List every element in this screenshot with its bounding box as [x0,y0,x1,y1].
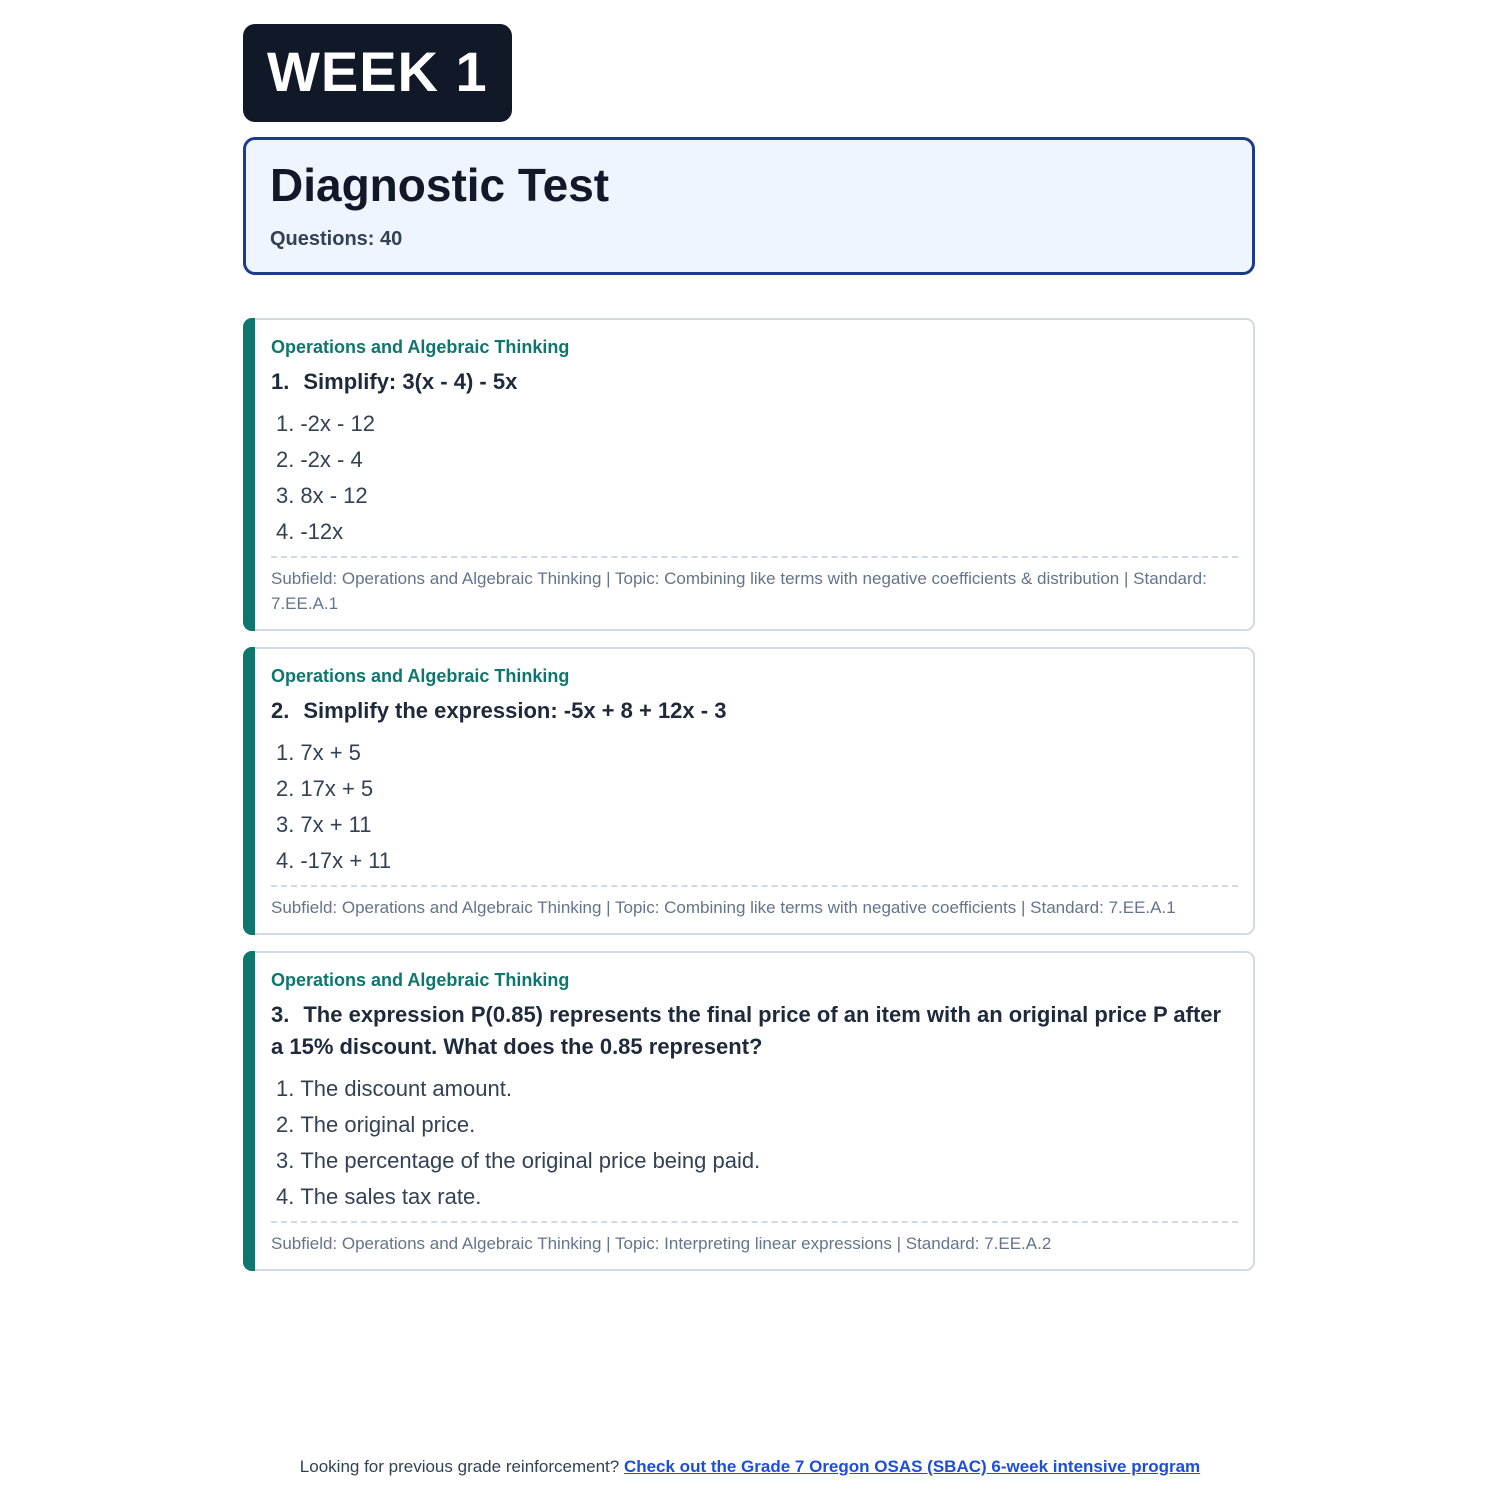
option-number: 1. [276,411,295,436]
question-card [243,647,1255,935]
answer-option[interactable] [276,478,1238,514]
question-meta: Subfield: Operations and Algebraic Thinking | Topic: Interpreting linear expressions | Standard: 7.EE.A.2 [271,1221,1238,1256]
option-number: 1. [276,740,295,765]
question-prompt: Simplify the expression: -5x + 8 + 12x - 3 [303,698,727,723]
week-badge: WEEK 1 [243,24,512,122]
question-number: 1. [271,369,290,394]
test-header [243,137,1255,275]
option-number: 1. [276,1076,295,1101]
option-number: 2. [276,1112,295,1137]
answer-option[interactable] [276,406,1238,442]
option-text: The original price. [300,1112,476,1137]
option-text: 7x + 5 [300,740,361,765]
answer-option[interactable] [276,514,1238,550]
answer-option[interactable] [276,1071,1238,1107]
option-number: 3. [276,1148,295,1173]
question-card [243,318,1255,631]
answer-option[interactable] [276,807,1238,843]
option-text: The sales tax rate. [300,1184,482,1209]
option-text: -17x + 11 [300,848,392,873]
option-number: 4. [276,1184,295,1209]
option-number: 4. [276,848,295,873]
footer [0,1457,1500,1477]
question-card [243,951,1255,1271]
option-text: -12x [300,519,344,544]
option-text: The discount amount. [300,1076,512,1101]
answer-option[interactable] [276,1143,1238,1179]
question-prompt: Simplify: 3(x - 4) - 5x [303,369,518,394]
answer-options [271,406,1238,550]
question-category: Operations and Algebraic Thinking [271,970,570,990]
answer-option[interactable] [276,735,1238,771]
option-number: 3. [276,812,295,837]
option-text: -2x - 4 [300,447,363,472]
option-number: 4. [276,519,295,544]
question-number: 3. [271,1002,290,1027]
question-list [243,318,1255,1271]
test-title: Diagnostic Test [270,159,610,211]
question-count: Questions: 40 [270,228,403,250]
question-prompt: The expression P(0.85) represents the final price of an item with an original price P after a 15% discount. What does the 0.85 represent? [271,1002,1222,1059]
answer-option[interactable] [276,442,1238,478]
question-category: Operations and Algebraic Thinking [271,666,570,686]
answer-option[interactable] [276,1107,1238,1143]
option-text: 7x + 11 [300,812,372,837]
option-number: 2. [276,776,295,801]
question-text [271,695,1238,727]
page-content [243,24,1255,1287]
question-text [271,999,1238,1063]
answer-option[interactable] [276,843,1238,879]
answer-options [271,735,1238,879]
option-text: -2x - 12 [300,411,375,436]
answer-option[interactable] [276,1179,1238,1215]
option-number: 3. [276,483,295,508]
question-meta: Subfield: Operations and Algebraic Thinking | Topic: Combining like terms with negative coefficients & distribution | Standard: 7.EE.A.1 [271,556,1238,616]
question-text [271,366,1238,398]
program-link[interactable]: Check out the Grade 7 Oregon OSAS (SBAC) 6-week intensive program [623,1457,1201,1476]
question-number: 2. [271,698,290,723]
answer-options [271,1071,1238,1215]
question-category: Operations and Algebraic Thinking [271,337,570,357]
question-meta: Subfield: Operations and Algebraic Thinking | Topic: Combining like terms with negative coefficients | Standard: 7.EE.A.1 [271,885,1238,920]
option-text: 17x + 5 [300,776,374,801]
answer-option[interactable] [276,771,1238,807]
footer-prompt: Looking for previous grade reinforcement? [299,1457,620,1476]
option-text: 8x - 12 [300,483,368,508]
option-number: 2. [276,447,295,472]
option-text: The percentage of the original price being paid. [300,1148,761,1173]
